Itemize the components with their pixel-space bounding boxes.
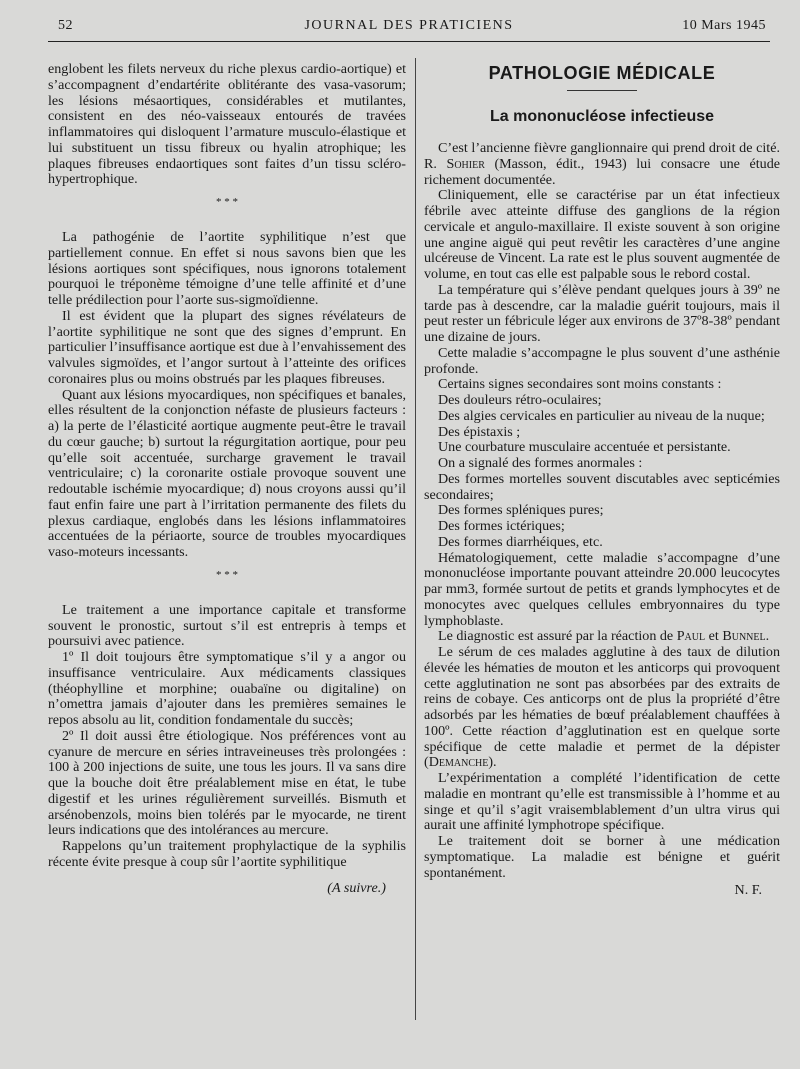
paragraph: Le traitement doit se borner à une médication symptomatique. La maladie est bénigne et guérit spontanément.: [424, 833, 780, 881]
paragraph: Certains signes secondaires sont moins constants :: [438, 376, 722, 393]
paragraph: Cliniquement, elle se caractérise par un état infectieux fébrile avec atteinte diffuse des ganglions de la région cervicale et angulo-maxillaire. Il existe souvent à son origine une angine aiguë qui peut revêtir les caractères d’une angine ulcéreuse de Vincent. La rate est le plus souvent augmentée de volume, en tout cas elle est palpable sous le rebord costal.: [424, 187, 780, 282]
page-number: 52: [58, 18, 73, 33]
section-title: PATHOLOGIE MÉDICALE: [488, 63, 716, 83]
paragraph: La température qui s’élève pendant quelques jours à 39º ne tarde pas à descendre, car la maladie guérit toujours, mais il peut rester un fébricule léger aux environs de 37º8-38º pendant une dizaine de jours.: [424, 281, 780, 345]
section-separator: [48, 196, 406, 220]
diagnostic-conj: et: [705, 628, 723, 645]
issue-date: 10 Mars 1945: [682, 18, 766, 33]
list-item: Des formes ictériques;: [438, 518, 565, 534]
right-column: [424, 62, 780, 899]
header-rule: [48, 41, 770, 42]
left-column: [48, 62, 406, 896]
paragraph: La pathogénie de l’aortite syphilitique n’est que partiellement connue. En effet si nous savons bien que les lésions aortiques sont spécifiques, nous ignorons totalement pourquoi le tréponème témoigne d’une telle affinité et d’une telle prédilection pour l’aorte sus-sigmoïdienne.: [48, 229, 406, 308]
author-name: Sohier: [446, 155, 485, 172]
intro-text: C’est l’ancienne fièvre ganglionnaire qui prend droit de cité. R.: [424, 140, 780, 172]
column-divider: [415, 58, 416, 1020]
intro-text-end: (Masson, édit., 1943) lui consacre une étude richement documentée.: [424, 155, 780, 188]
list-item: Des formes spléniques pures;: [438, 502, 604, 519]
author-name: Bunnel: [722, 628, 766, 645]
list-item: Des formes diarrhéiques, etc.: [438, 533, 603, 550]
diagnostic-end: .: [765, 628, 770, 645]
paragraph: L’expérimentation a complété l’identification de cette maladie en montrant qu’elle est transmissible à l’homme et au singe et qu’il s’agit vraisemblablement d’un ultra virus qui aurait une affinité lymphotrope spécifique.: [424, 770, 780, 834]
serum-end: ).: [488, 754, 497, 771]
list-item: Des douleurs rétro-oculaires;: [438, 392, 602, 408]
separator-stars: * * *: [216, 196, 238, 208]
paragraph: Hématologiquement, cette maladie s’accompagne d’une mononucléose importante pouvant atteindre 20.000 leucocytes par mm3, formée surtout de petits et grands lymphocytes et de monocytes avec quelques cellules embryonnaires du type lymphoblaste.: [424, 549, 780, 629]
paragraph: 2º Il doit aussi être étiologique. Nos préférences vont au cyanure de mercure en séries intraveineuses très prolongées : 100 à 200 injections de suite, une tous les jours. Il va sans dire que la bouche doit être préalablement mise en état, le tube digestif et les urines régulièrement surveillés. Bismuth et arsénobenzols, moins bien tolérés par le myocarde, ne tirent leurs indications que des intolérances au mercure.: [48, 727, 406, 839]
paragraph: 1º Il doit toujours être symptomatique s’il y a angor ou insuffisance ventriculaire. Aux médicaments classiques (théophylline et morphine; ouabaïne ou digitaline) on n’omettra jamais d’ajouter dans les premières semaines le repos absolu au lit, condition fondamentale du succès;: [48, 649, 406, 728]
author-name: Paul: [676, 628, 706, 645]
separator-stars: * * *: [216, 568, 238, 581]
list-item: Des formes mortelles souvent discutables avec septicémies secondaires;: [424, 470, 780, 503]
paragraph: Le traitement a une importance capitale et transforme souvent le pronostic, surtout s’il est entrepris à temps et poursuivi avec patience.: [48, 601, 406, 650]
list-item: Des épistaxis ;: [438, 423, 521, 440]
serum-text: Le sérum de ces malades agglutine à des taux de dilution élevée les hématies de mouton et les anticorps qui provoquent cette agglutination ne sont pas absorbées par des extraits de reins de cobaye. Ces anticorps ont de plus la propriété d’être adsorbés par les hématies de bœuf préalablement chauffées à 100º. Cette réaction d’agglutination est en quelque sorte spécifique de cette maladie et permet de la dépister (: [424, 644, 780, 771]
paragraph: On a signalé des formes anormales :: [438, 455, 643, 471]
paragraph: Quant aux lésions myocardiques, non spécifiques et banales, elles résultent de la conjonction néfaste de plusieurs facteurs : a) la perte de l’élasticité aortique augmente peut-être le travail du cœur gauche; b) surtout la régurgitation aortique, pour peu qu’elle soit accentuée, surcharge gravement le travail ventriculaire; c) la coronarite ostiale provoque souvent une redoutable ischémie myocardique; d) nous croyons aussi qu’il faut enfin faire une part à l’irritation permanente des filets du plexus cardiaque, englobés dans les lésions inflammatoires accentuées de la périaorte, source de troubles myocardiques vaso-moteurs incessants.: [48, 386, 406, 560]
paragraph-diagnostic: [424, 629, 780, 645]
page-header: [48, 14, 770, 42]
paragraph-intro: [424, 141, 780, 188]
article-title: La mononucléose infectieuse: [489, 108, 715, 125]
paragraph: englobent les filets nerveux du riche plexus cardio-aortique) et s’accompagnent d’endartérite oblitérante des vasa-vasorum; les lésions mésaortiques, considérables et mutilantes, consistent en des néo-vaisseaux entourés de travées inflammatoires qui disloquent l’armature musculo-élastique et lui substituent un tissu fibreux ou hyalin atrophique; les plaques fibreuses endaortiques sont faites d’un tissu scléro-hypertrophique.: [48, 61, 406, 188]
journal-title: JOURNAL DES PRATICIENS: [304, 18, 514, 33]
list-item: Des algies cervicales en particulier au niveau de la nuque;: [438, 407, 765, 424]
paragraph: Rappelons qu’un traitement prophylactique de la syphilis récente évite presque à coup sûr l’aortite syphilitique: [48, 838, 406, 870]
diagnostic-text: Le diagnostic est assuré par la réaction de: [438, 628, 677, 645]
list-item: Une courbature musculaire accentuée et persistante.: [438, 439, 731, 456]
author-signature: N. F.: [734, 882, 762, 899]
paragraph-serum: [424, 645, 780, 771]
section-separator: [48, 569, 406, 593]
continued-note: (A suivre.): [327, 879, 386, 896]
paragraph: Il est évident que la plupart des signes révélateurs de l’aortite syphilitique ne sont que des signes d’emprunt. En particulier l’insuffisance aortique est due à l’envahissement des valvules sigmoïdes, et l’angor surtout à l’atteinte des orifices coronaires plus ou moins obstrués par les plaques fibreuses.: [48, 307, 406, 387]
paragraph: Cette maladie s’accompagne le plus souvent d’une asthénie profonde.: [424, 344, 780, 377]
title-rule: [567, 90, 637, 91]
author-name: Demanche: [428, 754, 489, 771]
